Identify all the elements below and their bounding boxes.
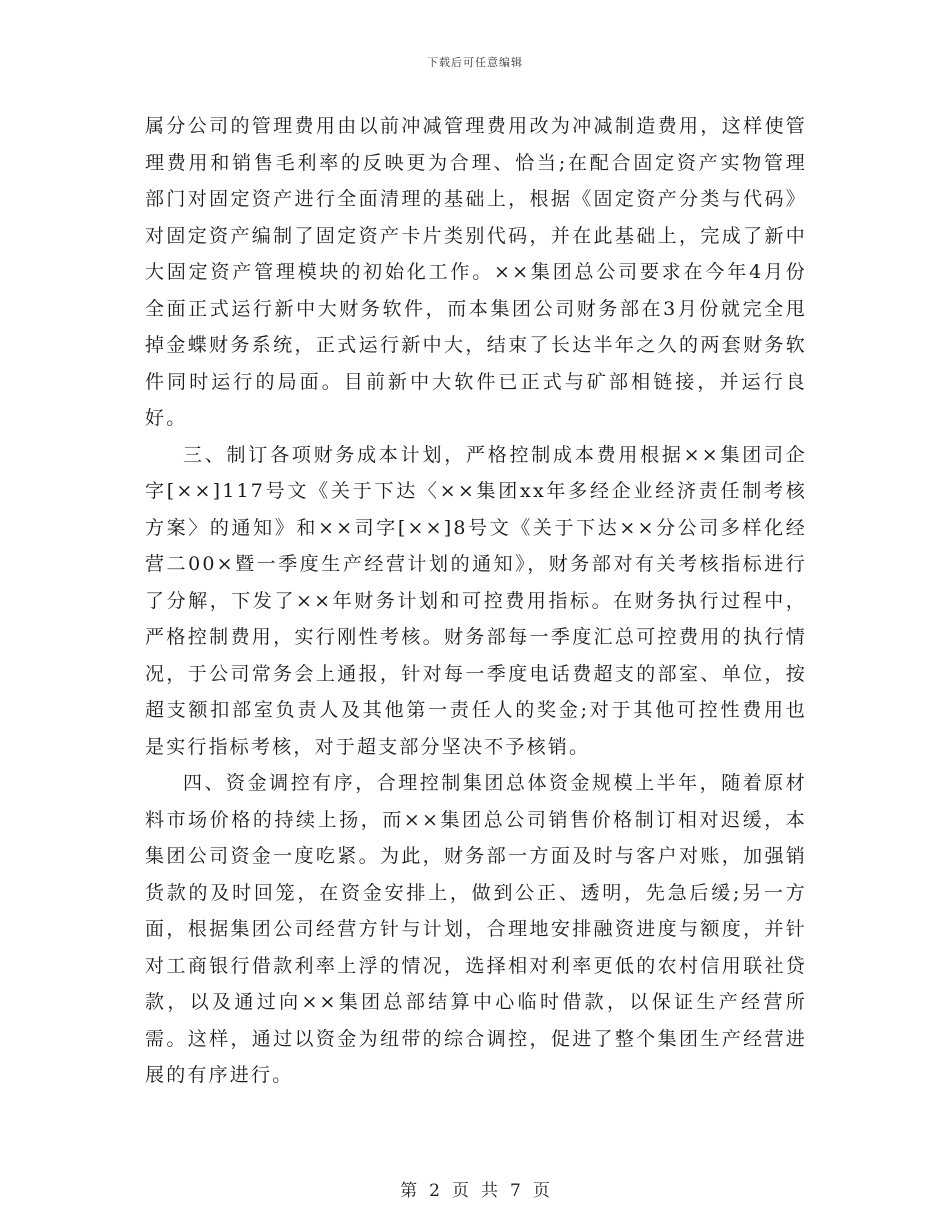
footer-total-word: 共 [481, 1181, 498, 1201]
page-footer [0, 1176, 950, 1201]
paragraph-3: 四、资金调控有序，合理控制集团总体资金规模上半年，随着原材料市场价格的持续上扬，而××集团总公司销售价格制订相对迟缓，本集团公司资金一度吃紧。为此，财务部一方面及时与客户对账，加强销货款的及时回笼，在资金安排上，做到公正、透明，先急后缓;另一方面，根据集团公司经营方针与计划，合理地安排融资进度与额度，并针对工商银行借款利率上浮的情况，选择相对利率更低的农村信用联社贷款，以及通过向××集团总部结算中心临时借款，以保证生产经营所需。这样，通过以资金为纽带的综合调控，促进了整个集团生产经营进展的有序进行。 [145, 772, 807, 1086]
paragraph-2: 三、制订各项财务成本计划，严格控制成本费用根据××集团司企字[××]117号文《关于下达〈××集团xx年多经企业经济责任制考核方案〉的通知》和××司字[××]8号文《关于下达××分公司多样化经营二00×暨一季度生产经营计划的通知》，财务部对有关考核指标进行了分解，下发了××年财务计划和可控费用指标。在财务执行过程中，严格控制费用，实行刚性考核。财务部每一季度汇总可控费用的执行情况，于公司常务会上通报，针对每一季度电话费超支的部室、单位，按超支额扣部室负责人及其他第一责任人的奖金;对于其他可控性费用也是实行指标考核，对于超支部分坚决不予核销。 [145, 443, 807, 758]
page-header: 下载后可任意编辑 [427, 56, 523, 69]
total-page-number: 7 [510, 1181, 521, 1201]
document-body [145, 108, 807, 1094]
footer-prefix: 第 [400, 1181, 418, 1201]
paragraph-1: 属分公司的管理费用由以前冲减管理费用改为冲减制造费用，这样使管理费用和销售毛利率的反映更为合理、恰当;在配合固定资产实物管理部门对固定资产进行全面清理的基础上，根据《固定资产分类与代码》对固定资产编制了固定资产卡片类别代码，并在此基础上，完成了新中大固定资产管理模块的初始化工作。××集团总公司要求在今年4月份全面正式运行新中大财务软件，而本集团公司财务部在3月份就完全甩掉金蝶财务系统，正式运行新中大，结束了长达半年之久的两套财务软件同时运行的局面。目前新中大软件已正式与矿部相链接，并运行良好。 [145, 115, 807, 429]
footer-suffix: 页 [532, 1181, 550, 1201]
current-page-number: 2 [429, 1181, 440, 1201]
footer-page-word: 页 [452, 1181, 469, 1201]
